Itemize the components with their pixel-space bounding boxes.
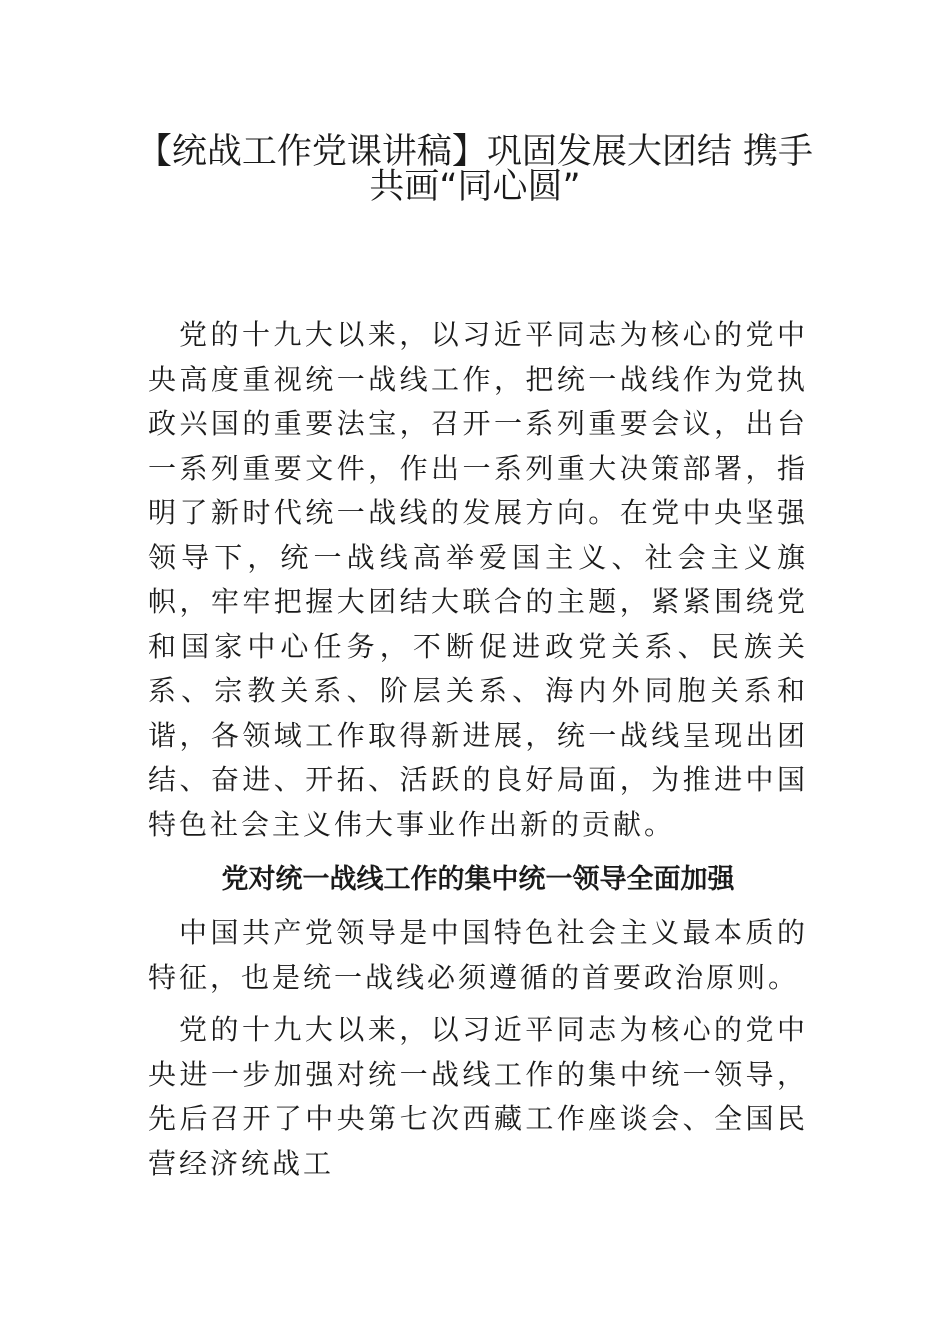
document-title-line-2: 共画“同心圆” xyxy=(369,167,581,207)
section-heading: 党对统一战线工作的集中统一领导全面加强 xyxy=(221,864,735,895)
body-paragraph-3: 党的十九大以来，以习近平同志为核心的党中央进一步加强对统一战线工作的集中统一领导，先后召开了中央第七次西藏工作座谈会、全国民营经济统战工 xyxy=(148,1013,808,1180)
body-paragraph-1: 党的十九大以来，以习近平同志为核心的党中央高度重视统一战线工作，把统一战线作为党执政兴国的重要法宝，召开一系列重要会议，出台一系列重要文件，作出一系列重大决策部署，指明了新时代统一战线的发展方向。在党中央坚强领导下，统一战线高举爱国主义、社会主义旗帜，牢牢把握大团结大联合的主题，紧紧围绕党和国家中心任务，不断促进政党关系、民族关系、宗教关系、阶层关系、海内外同胞关系和谐，各领域工作取得新进展，统一战线呈现出团结、奋进、开拓、活跃的良好局面，为推进中国特色社会主义伟大事业作出新的贡献。 xyxy=(148,318,808,841)
document-title-line-1: 【统战工作党课讲稿】巩固发展大团结 携手 xyxy=(136,132,814,172)
body-paragraph-2: 中国共产党领导是中国特色社会主义最本质的特征，也是统一战线必须遵循的首要政治原则。 xyxy=(148,916,808,994)
paragraph-gap xyxy=(148,1000,808,1008)
document-body xyxy=(148,313,808,1186)
